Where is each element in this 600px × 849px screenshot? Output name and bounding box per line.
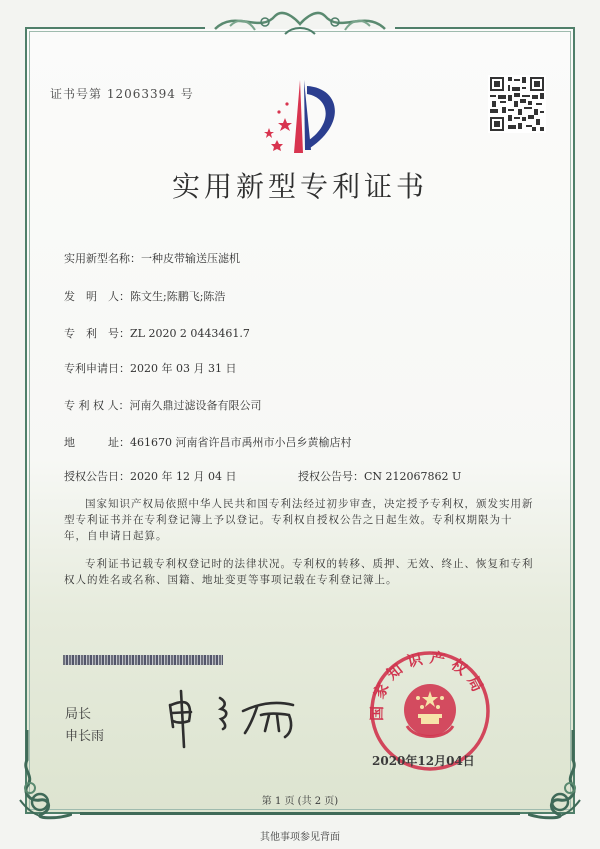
field-value: 2020 年 03 月 31 日 <box>130 362 237 375</box>
field-label: 发 明 人： <box>64 290 130 303</box>
certificate-number-suffix: 号 <box>180 87 194 101</box>
statement-paragraph-1: 国家知识产权局依照中华人民共和国专利法经过初步审查，决定授予专利权，颁发实用新型专利证书并在专利登记簿上予以登记。专利权自授权公告之日起生效。专利权期限为十年，自申请日起算。 <box>64 498 534 542</box>
field-label: 授权公告日： <box>64 470 130 483</box>
official-title: 局长 <box>65 707 92 722</box>
page-title: 实用新型专利证书 <box>171 170 428 203</box>
field-publication-number <box>298 468 461 484</box>
field-value: 陈文生;陈鹏飞;陈浩 <box>130 290 226 303</box>
field-value: 2020 年 12 月 04 日 <box>130 470 237 483</box>
statement-paragraph-2: 专利证书记载专利权登记时的法律状况。专利权的转移、质押、无效、终止、恢复和专利权人的姓名或名称、国籍、地址变更等事项记载在专利登记簿上。 <box>64 558 534 586</box>
field-label: 实用新型名称： <box>64 252 141 265</box>
field-value: 河南久鼎过滤设备有限公司 <box>129 399 262 412</box>
field-utility-model-name <box>64 250 240 266</box>
signature-icon <box>165 685 305 750</box>
field-value: CN 212067862 U <box>364 470 462 483</box>
qr-code-icon[interactable] <box>488 74 546 134</box>
bottom-border-rule <box>80 812 520 815</box>
field-patentee <box>64 397 262 413</box>
seal-date: 2020年12月04日 <box>372 754 475 768</box>
field-value: ZL 2020 2 0443461.7 <box>130 327 250 340</box>
field-patent-number <box>64 325 250 341</box>
seal-text: 国家知识产权局 <box>367 648 490 722</box>
official-name: 申长雨 <box>65 729 105 744</box>
barcode-icon <box>63 655 223 665</box>
cnipa-logo-icon <box>255 78 345 158</box>
field-label: 地 址： <box>64 436 130 449</box>
field-value: 一种皮带输送压滤机 <box>141 252 240 265</box>
field-inventors <box>64 288 225 304</box>
footer-note: 其他事项参见背面 <box>260 832 340 843</box>
certificate-number-value: 12063394 <box>106 87 176 101</box>
page-number: 第 1 页 (共 2 页) <box>261 796 339 807</box>
field-publication-date <box>64 468 236 484</box>
field-label: 专利申请日： <box>64 362 130 375</box>
field-application-date <box>64 360 236 376</box>
field-value: 461670 河南省许昌市禹州市小吕乡黄榆店村 <box>130 436 352 449</box>
top-ornament-icon <box>205 4 395 44</box>
field-label: 专 利 号： <box>64 327 130 340</box>
field-label: 授权公告号： <box>298 470 364 483</box>
certificate-number <box>50 85 194 102</box>
field-label: 专 利 权 人： <box>64 399 130 412</box>
field-address <box>64 434 352 450</box>
certificate-number-label: 证书号第 <box>50 87 103 101</box>
